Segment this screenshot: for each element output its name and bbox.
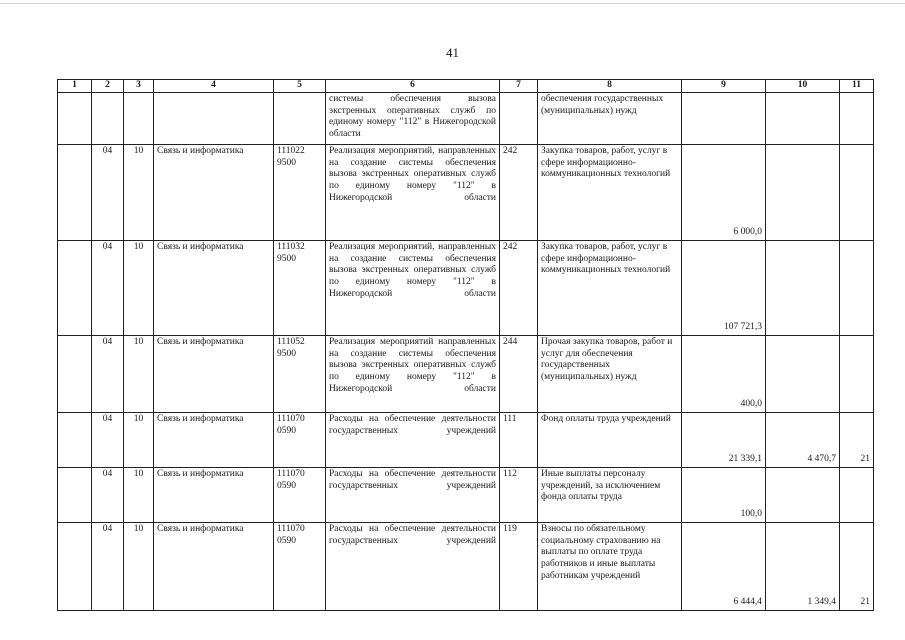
header-cell-6: 6: [326, 80, 500, 93]
cell-1: [58, 240, 92, 335]
header-cell-7: 7: [500, 80, 538, 93]
cont-cell-11: [840, 92, 874, 144]
header-cell-3: 3: [124, 80, 154, 93]
cell-6: Реализация мероприятий, направленных на создание системы обеспечения вызова экстренных оперативных служб по единому номеру "112" в Нижегородской области: [326, 240, 500, 335]
cell-10: [766, 240, 840, 335]
cont-cell-4: [154, 92, 274, 144]
cell-8: Фонд оплаты труда учреждений: [538, 412, 682, 467]
cell-7: 119: [500, 522, 538, 610]
table-row: [58, 335, 874, 412]
header-cell-10: 10: [766, 80, 840, 93]
cell-1: [58, 467, 92, 522]
header-cell-2: 2: [92, 80, 124, 93]
cell-2: 04: [92, 240, 124, 335]
header-cell-1: 1: [58, 80, 92, 93]
cont-cell-9: [682, 92, 766, 144]
cell-9: 400,0: [682, 335, 766, 412]
cell-6: Реализация мероприятий, направленных на создание системы обеспечения вызова экстренных оперативных служб по единому номеру "112" в Нижегородской области: [326, 144, 500, 240]
cell-1: [58, 144, 92, 240]
cell-11: 21: [840, 412, 874, 467]
cell-8: Закупка товаров, работ, услуг в сфере информационно-коммуникационных технологий: [538, 240, 682, 335]
cell-4: Связь и информатика: [154, 467, 274, 522]
cell-4: Связь и информатика: [154, 522, 274, 610]
cell-2: 04: [92, 522, 124, 610]
cell-3: 10: [124, 522, 154, 610]
cell-4: Связь и информатика: [154, 240, 274, 335]
cont-cell-2: [92, 92, 124, 144]
header-row: [58, 80, 874, 93]
cell-11: [840, 467, 874, 522]
cell-8: Закупка товаров, работ, услуг в сфере информационно-коммуникационных технологий: [538, 144, 682, 240]
cell-2: 04: [92, 335, 124, 412]
page-number: 41: [446, 45, 459, 60]
table-row: [58, 467, 874, 522]
cell-6: Расходы на обеспечение деятельности государственных учреждений: [326, 412, 500, 467]
cell-6: Расходы на обеспечение деятельности государственных учреждений: [326, 467, 500, 522]
header-cell-5: 5: [274, 80, 326, 93]
cell-10: [766, 335, 840, 412]
cell-3: 10: [124, 335, 154, 412]
table-body: [58, 80, 874, 611]
continuation-row: [58, 92, 874, 144]
table-row: [58, 240, 874, 335]
top-rule: [0, 3, 905, 4]
cell-5: 111052 9500: [274, 335, 326, 412]
cell-9: 100,0: [682, 467, 766, 522]
cell-2: 04: [92, 467, 124, 522]
cell-2: 04: [92, 412, 124, 467]
cell-11: 21: [840, 522, 874, 610]
cell-4: Связь и информатика: [154, 335, 274, 412]
header-cell-11: 11: [840, 80, 874, 93]
cell-6: Реализация мероприятий направленных на создание системы обеспечения вызова экстренных оперативных служб по единому номеру "112" в Нижегородской области: [326, 335, 500, 412]
cell-1: [58, 522, 92, 610]
table-row: [58, 412, 874, 467]
header-cell-8: 8: [538, 80, 682, 93]
cell-1: [58, 335, 92, 412]
cell-5: 111032 9500: [274, 240, 326, 335]
cell-11: [840, 335, 874, 412]
cell-9: 107 721,3: [682, 240, 766, 335]
cell-10: [766, 144, 840, 240]
cell-3: 10: [124, 240, 154, 335]
cell-11: [840, 240, 874, 335]
cell-10: 4 470,7: [766, 412, 840, 467]
cell-8: Взносы по обязательному социальному страхованию на выплаты по оплате труда работников и иные выплаты работникам учреждений: [538, 522, 682, 610]
cell-11: [840, 144, 874, 240]
cont-cell-8: обеспечения государственных (муниципальных) нужд: [538, 92, 682, 144]
cell-5: 111022 9500: [274, 144, 326, 240]
cont-cell-5: [274, 92, 326, 144]
cont-cell-6: системы обеспечения вызова экстренных оперативных служб по единому номеру "112" в Нижегородской области: [326, 92, 500, 144]
cell-3: 10: [124, 412, 154, 467]
cell-7: 111: [500, 412, 538, 467]
cell-5: 111070 0590: [274, 412, 326, 467]
budget-table: [57, 79, 874, 611]
cell-9: 6 000,0: [682, 144, 766, 240]
table-row: [58, 144, 874, 240]
cell-6: Расходы на обеспечение деятельности государственных учреждений: [326, 522, 500, 610]
cell-7: 242: [500, 144, 538, 240]
cell-1: [58, 412, 92, 467]
cell-5: 111070 0590: [274, 467, 326, 522]
table-row: [58, 522, 874, 610]
cont-cell-1: [58, 92, 92, 144]
cell-10: 1 349,4: [766, 522, 840, 610]
cell-3: 10: [124, 467, 154, 522]
header-cell-4: 4: [154, 80, 274, 93]
header-cell-9: 9: [682, 80, 766, 93]
cell-3: 10: [124, 144, 154, 240]
cell-8: Прочая закупка товаров, работ и услуг для обеспечения государственных (муниципальных) нужд: [538, 335, 682, 412]
cell-5: 111070 0590: [274, 522, 326, 610]
cell-4: Связь и информатика: [154, 412, 274, 467]
cell-9: 21 339,1: [682, 412, 766, 467]
cont-cell-3: [124, 92, 154, 144]
cell-2: 04: [92, 144, 124, 240]
cell-7: 244: [500, 335, 538, 412]
cell-4: Связь и информатика: [154, 144, 274, 240]
cont-cell-10: [766, 92, 840, 144]
cell-9: 6 444,4: [682, 522, 766, 610]
cont-cell-7: [500, 92, 538, 144]
cell-8: Иные выплаты персоналу учреждений, за исключением фонда оплаты труда: [538, 467, 682, 522]
cell-7: 112: [500, 467, 538, 522]
cell-7: 242: [500, 240, 538, 335]
cell-10: [766, 467, 840, 522]
